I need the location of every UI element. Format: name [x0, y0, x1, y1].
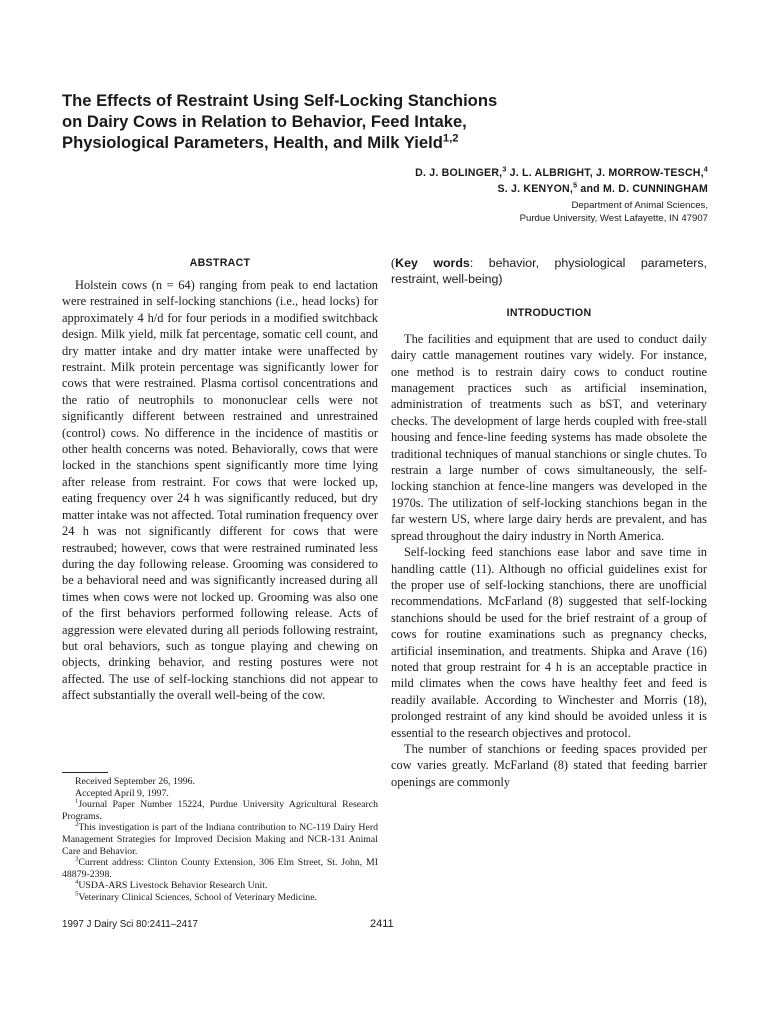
intro-paragraph-1: The facilities and equipment that are used to conduct daily dairy cattle management routines vary widely. For instance, one method is to restrain dairy cows to conduct routine management practices such as artificial insemination, administration of treatments such as bST, and veterinary checks. The development of large herds coupled with free-stall housing and fence-line feeding systems has made obsolete the traditional techniques of manual stanchions or single chutes. To restrain a large number of cows simultaneously, the self-locking stanchion at fence-line mangers was developed in the 1970s. The utilization of self-locking stanchions began in the far western US, where large dairy herds are prevalent, and has spread throughout the dairy industry in North America.	[391, 331, 707, 543]
keywords-list: : behavior, physiological parameters, restraint, well-being)	[391, 256, 707, 287]
author-line-2	[415, 181, 708, 197]
author-bolinger: D. J. BOLINGER,	[415, 167, 503, 179]
received-date: Received September 26, 1996.	[75, 776, 195, 787]
footnote-rule	[62, 772, 108, 773]
author-kenyon-mark: 5	[573, 180, 578, 190]
keywords	[391, 255, 707, 288]
footnote-1-text: Journal Paper Number 15224, Purdue University Agricultural Research Programs.	[62, 799, 378, 822]
footnote-1-mark: 1	[75, 797, 79, 805]
author-line-1	[415, 165, 708, 181]
title-line-3: Physiological Parameters, Health, and Milk Yield	[62, 133, 443, 152]
author-cunningham: and M. D. CUNNINGHAM	[577, 183, 708, 195]
footnote-2-mark: 2	[75, 821, 79, 829]
footnote-3-mark: 3	[75, 855, 79, 863]
page-number: 2411	[370, 918, 394, 930]
affiliation-address: Purdue University, West Lafayette, IN 47907	[519, 213, 708, 224]
author-albright-morrow-tesch: J. L. ALBRIGHT, J. MORROW-TESCH,	[506, 167, 704, 179]
author-kenyon: S. J. KENYON,	[497, 183, 574, 195]
introduction-heading: INTRODUCTION	[506, 306, 592, 319]
journal-citation: 1997 J Dairy Sci 80:2411–2417	[62, 919, 198, 930]
article-title	[62, 90, 622, 153]
footnote-4-text: USDA-ARS Livestock Behavior Research Unit.	[78, 880, 268, 892]
title-footnote-marks: 1,2	[442, 132, 459, 145]
footnotes	[62, 772, 378, 904]
footnote-5	[62, 892, 378, 904]
footnote-3-text: Current address: Clinton County Extension, 306 Elm Street, St. John, MI 48879-2398.	[62, 857, 378, 880]
title-line-1: The Effects of Restraint Using Self-Locking Stanchions	[62, 91, 498, 110]
left-column	[62, 255, 378, 704]
author-list	[415, 165, 708, 197]
footnote-5-mark: 5	[75, 890, 79, 898]
author-morrow-tesch-mark: 4	[703, 164, 708, 174]
intro-paragraph-2: Self-locking feed stanchions ease labor and save time in handling cattle (11). Although no official guidelines exist for the proper use of self-locking stanchions, there are unofficial recommendations. McFarland (8) suggested that self-locking stanchions should be used for the brief restraint of a group of cows for routine examinations such as pregnancy checks, artificial insemination, and treatments. Shipka and Arave (16) noted that group restraint for 4 h is an acceptable practice in mild climates when the cows have healthy feet and feed is readily available. According to Winchester and Morris (18), prolonged restraint of any kind should be avoided unless it is essential to the research objectives and protocol.	[391, 545, 707, 740]
affiliation	[520, 199, 708, 225]
author-bolinger-mark: 3	[502, 164, 507, 174]
footnote-2-text: This investigation is part of the Indiana contribution to NC-119 Dairy Herd Management Strategies for Improved Decision Making and NCR-131 Animal Care and Behavior.	[62, 822, 378, 857]
abstract-paragraph: Holstein cows (n = 64) ranging from peak to end lactation were restrained in self-locking stanchions (i.e., head locks) for approximately 4 h/d for four periods in a modified switchback design. Milk yield, milk fat percentage, somatic cell count, and dry matter intake and dry matter intake were unaffected by restraint. Milk protein percentage was significantly lower for cows that were restrained. Plasma cortisol concentrations and the ratio of neutrophils to mononuclear cells were not significantly different between restrained and unrestrained (control) cows. No difference in the incidence of mastitis or other health concerns was noted. Behaviorally, cows that were locked in the stanchions spent significantly more time lying after release from restraint. For cows that were locked up, eating frequency over 24 h was significantly reduced, but dry matter intake was not affected. Total rumination frequency over 24 h was not significantly different for cows that were restraubed; however, cows that were restrained ruminated less during the day following release. Grooming was considered to be a behavioral need and was significantly increased during all times when cows were not locked up. Grooming was also one of the first behaviors performed following release. Acts of aggression were elevated during all periods following restraint, but oral behaviors, such as tongue playing and chewing on objects, drinking behavior, and resting postures were not affected. The use of self-locking stanchions did not appear to affect substantially the overall well-being of the cow.	[62, 278, 378, 703]
footnote-2	[62, 822, 378, 857]
footnote-4	[62, 880, 378, 892]
right-column	[391, 255, 707, 790]
title-line-2: on Dairy Cows in Relation to Behavior, Feed Intake,	[62, 112, 467, 131]
keywords-label: Key words	[395, 256, 470, 270]
footnote-1	[62, 799, 378, 822]
accepted-date: Accepted April 9, 1997.	[75, 787, 169, 799]
footnote-4-mark: 4	[75, 879, 79, 887]
intro-paragraph-3: The number of stanchions or feeding spaces provided per cow varies greatly. McFarland (8) stated that feeding barrier openings are commonly	[391, 741, 707, 789]
abstract-heading: ABSTRACT	[189, 257, 251, 269]
keywords-open-paren: (	[391, 256, 396, 270]
footnote-5-text: Veterinary Clinical Sciences, School of Veterinary Medicine.	[78, 891, 318, 903]
affiliation-department: Department of Animal Sciences,	[571, 200, 708, 211]
footnote-3	[62, 857, 378, 880]
